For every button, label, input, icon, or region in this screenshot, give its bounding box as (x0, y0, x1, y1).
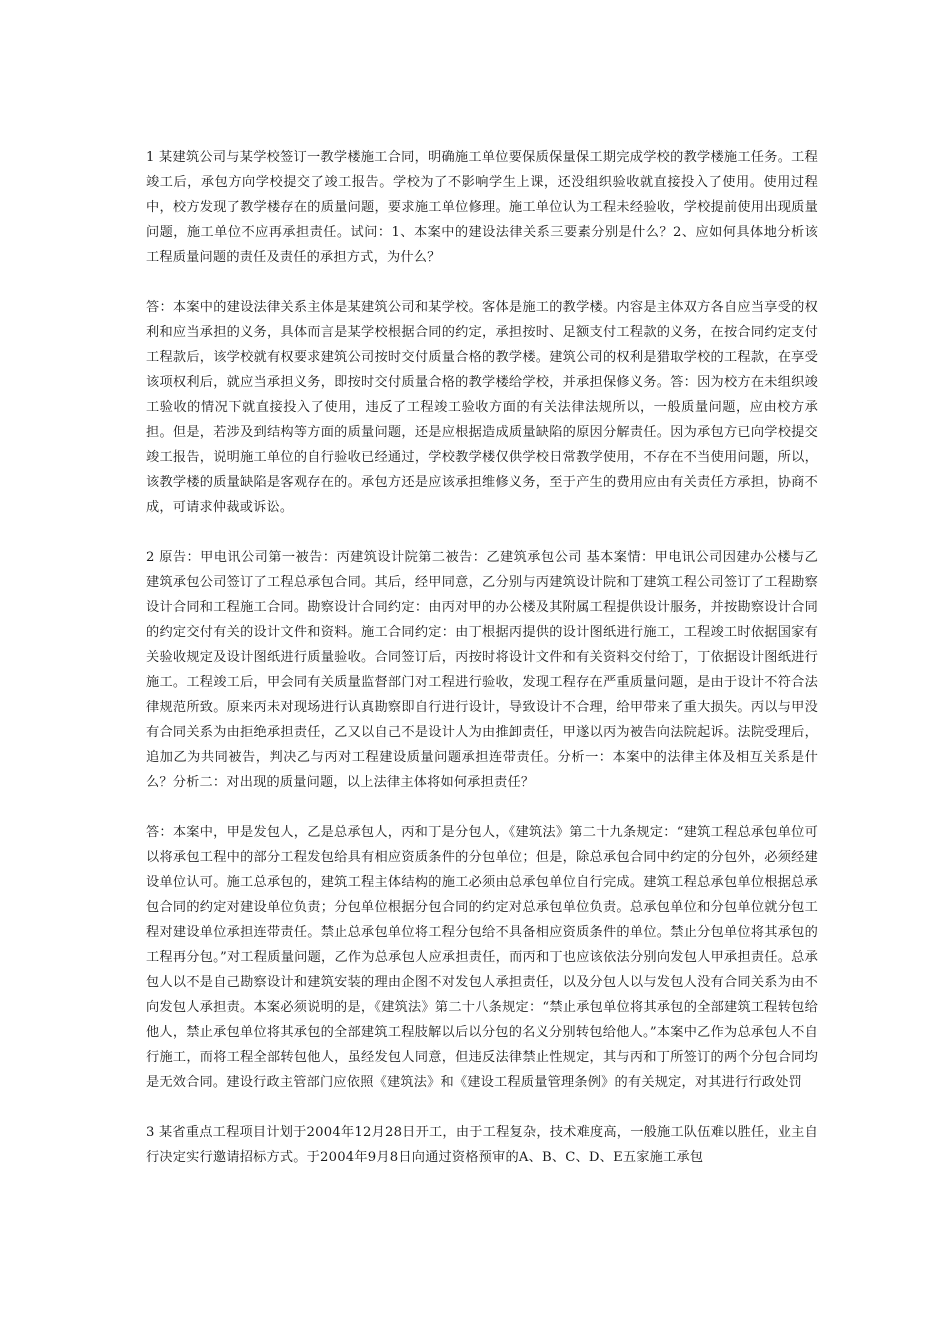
case-1-answer: 答：本案中的建设法律关系主体是某建筑公司和某学校。客体是施工的教学楼。内容是主体双方各自应当享受的权利和应当承担的义务，具体而言是某学校根据合同的约定，承担按时、足额支付工程款的义务，在按合同约定支付工程款后，该学校就有权要求建筑公司按时交付质量合格的教学楼。建筑公司的权利是猎取学校的工程款，在享受该项权利后，就应当承担义务，即按时交付质量合格的教学楼给学校，并承担保修义务。答：因为校方在未组织竣工验收的情况下就直接投入了使用，违反了工程竣工验收方面的有关法律法规所以，一般质量问题，应由校方承担。但是，若涉及到结构等方面的质量问题，还是应根据造成质量缺陷的原因分解责任。因为承包方已向学校提交竣工报告，说明施工单位的自行验收已经通过，学校教学楼仅供学校日常教学使用，不存在不当使用问题，所以，该教学楼的质量缺陷是客观存在的。承包方还是应该承担维修义务，至于产生的费用应由有关责任方承担，协商不成，可请求仲裁或诉讼。 (146, 300, 818, 515)
case-2-answer: 答：本案中，甲是发包人，乙是总承包人，丙和丁是分包人，《建筑法》第二十九条规定：“建筑工程总承包单位可以将承包工程中的部分工程发包给具有相应资质条件的分包单位；但是，除总承包合同中约定的分包外，必须经建设单位认可。施工总承包的，建筑工程主体结构的施工必须由总承包单位自行完成。建筑工程总承包单位根据总承包合同的约定对建设单位负责；分包单位根据分包合同的约定对总承包单位负责。总承包单位和分包单位就分包工程对建设单位承担连带责任。禁止总承包单位将工程分包给不具备相应资质条件的单位。禁止分包单位将其承包的工程再分包。”对工程质量问题，乙作为总承包人应承担责任，而丙和丁也应该依法分别向发包人甲承担责任。总承包人以不是自己勘察设计和建筑安装的理由企图不对发包人承担责任，以及分包人以与发包人没有合同关系为由不向发包人承担责。本案必须说明的是，《建筑法》第二十八条规定：“禁止承包单位将其承包的全部建筑工程转包给他人，禁止承包单位将其承包的全部建筑工程肢解以后以分包的名义分别转包给他人。”本案中乙作为总承包人不自行施工，而将工程全部转包他人，虽经发包人同意，但违反法律禁止性规定，其与丙和丁所签订的两个分包合同均是无效合同。建设行政主管部门应依照《建筑法》和《建设工程质量管理条例》的有关规定，对其进行行政处罚 (146, 825, 818, 1090)
case-2-question: 2 原告：甲电讯公司第一被告：丙建筑设计院第二被告：乙建筑承包公司 基本案情：甲电讯公司因建办公楼与乙建筑承包公司签订了工程总承包合同。其后，经甲同意，乙分别与丙建筑设计院和丁建筑工程公司签订了工程勘察设计合同和工程施工合同。勘察设计合同约定：由丙对甲的办公楼及其附属工程提供设计服务，并按勘察设计合同的约定交付有关的设计文件和资料。施工合同约定：由丁根据丙提供的设计图纸进行施工，工程竣工时依据国家有关验收规定及设计图纸进行质量验收。合同签订后，丙按时将设计文件和有关资料交付给丁，丁依据设计图纸进行施工。工程竣工后，甲会同有关质量监督部门对工程进行验收，发现工程存在严重质量问题，是由于设计不符合法律规范所致。原来丙未对现场进行认真勘察即自行进行设计，导致设计不合理，给甲带来了重大损失。丙以与甲没有合同关系为由拒绝承担责任，乙又以自己不是设计人为由推卸责任，甲遂以丙为被告向法院起诉。法院受理后，追加乙为共同被告，判决乙与丙对工程建设质量问题承担连带责任。分析一：本案中的法律主体及相互关系是什么？分析二：对出现的质量问题，以上法律主体将如何承担责任？ (146, 550, 818, 790)
case-3-question: 3 某省重点工程项目计划于2004年12月28日开工，由于工程复杂，技术难度高，一般施工队伍难以胜任，业主自行决定实行邀请招标方式。于2004年9月8日向通过资格预审的A、B、C、D、E五家施工承包 (146, 1125, 818, 1165)
case-1-question: 1 某建筑公司与某学校签订一教学楼施工合同，明确施工单位要保质保量保工期完成学校的教学楼施工任务。工程竣工后，承包方向学校提交了竣工报告。学校为了不影响学生上课，还没组织验收就直接投入了使用。使用过程中，校方发现了教学楼存在的质量问题，要求施工单位修理。施工单位认为工程未经验收，学校提前使用出现质量问题，施工单位不应再承担责任。试问：1、本案中的建设法律关系三要素分别是什么？2、应如何具体地分析该工程质量问题的责任及责任的承担方式，为什么？ (146, 150, 818, 265)
